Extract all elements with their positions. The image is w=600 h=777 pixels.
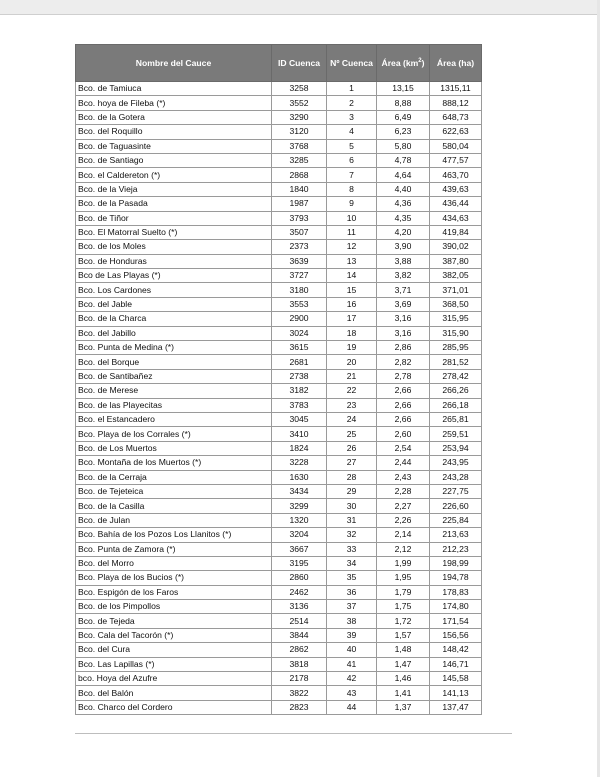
table-row xyxy=(76,412,482,426)
cell-area-ha: 265,81 xyxy=(430,412,482,426)
table-body xyxy=(76,82,482,715)
cell-area-km2: 4,35 xyxy=(377,211,430,225)
cell-area-km2: 5,80 xyxy=(377,139,430,153)
table-row xyxy=(76,355,482,369)
cell-num: 35 xyxy=(327,571,377,585)
cell-name: Bco. de Julan xyxy=(76,513,272,527)
cell-num: 14 xyxy=(327,269,377,283)
cell-id: 1987 xyxy=(272,197,327,211)
cell-num: 21 xyxy=(327,369,377,383)
cell-name: Bco. de las Playecitas xyxy=(76,398,272,412)
cell-num: 43 xyxy=(327,686,377,700)
cell-num: 5 xyxy=(327,139,377,153)
cell-name: Bco. de Merese xyxy=(76,384,272,398)
cell-area-km2: 1,79 xyxy=(377,585,430,599)
cell-num: 17 xyxy=(327,312,377,326)
cell-area-ha: 419,84 xyxy=(430,225,482,239)
cell-num: 10 xyxy=(327,211,377,225)
cell-area-km2: 4,40 xyxy=(377,182,430,196)
cell-num: 30 xyxy=(327,499,377,513)
cell-num: 2 xyxy=(327,96,377,110)
table-row xyxy=(76,225,482,239)
cell-area-km2: 2,27 xyxy=(377,499,430,513)
table-row xyxy=(76,456,482,470)
table-row xyxy=(76,542,482,556)
cell-area-km2: 1,72 xyxy=(377,614,430,628)
cell-area-km2: 4,64 xyxy=(377,168,430,182)
cell-area-ha: 368,50 xyxy=(430,297,482,311)
table-row xyxy=(76,628,482,642)
cell-id: 2373 xyxy=(272,240,327,254)
cell-name: Bco. de Honduras xyxy=(76,254,272,268)
cell-id: 2860 xyxy=(272,571,327,585)
cell-name: Bco. de la Casilla xyxy=(76,499,272,513)
cell-name: Bco. Playa de los Bucios (*) xyxy=(76,571,272,585)
cell-name: Bco. del Morro xyxy=(76,556,272,570)
cell-area-km2: 2,26 xyxy=(377,513,430,527)
cell-num: 34 xyxy=(327,556,377,570)
cell-area-km2: 1,48 xyxy=(377,643,430,657)
cell-area-ha: 141,13 xyxy=(430,686,482,700)
cell-id: 3434 xyxy=(272,484,327,498)
cell-area-ha: 285,95 xyxy=(430,341,482,355)
cell-area-km2: 3,82 xyxy=(377,269,430,283)
cell-area-ha: 888,12 xyxy=(430,96,482,110)
cell-area-ha: 227,75 xyxy=(430,484,482,498)
header-name: Nombre del Cauce xyxy=(76,45,272,82)
cell-num: 11 xyxy=(327,225,377,239)
cell-num: 39 xyxy=(327,628,377,642)
cell-id: 3639 xyxy=(272,254,327,268)
cell-name: Bco. Los Cardones xyxy=(76,283,272,297)
table-row xyxy=(76,499,482,513)
cell-area-km2: 13,15 xyxy=(377,82,430,96)
cell-area-km2: 1,46 xyxy=(377,672,430,686)
cell-area-km2: 1,75 xyxy=(377,600,430,614)
cell-num: 18 xyxy=(327,326,377,340)
cell-num: 40 xyxy=(327,643,377,657)
cell-area-km2: 2,14 xyxy=(377,528,430,542)
header-num: Nº Cuenca xyxy=(327,45,377,82)
cell-area-km2: 2,86 xyxy=(377,341,430,355)
cell-area-km2: 3,71 xyxy=(377,283,430,297)
cell-area-ha: 436,44 xyxy=(430,197,482,211)
cell-name: Bco. de Tejeteica xyxy=(76,484,272,498)
cell-area-ha: 390,02 xyxy=(430,240,482,254)
cell-id: 3182 xyxy=(272,384,327,398)
cell-area-km2: 4,20 xyxy=(377,225,430,239)
cell-area-ha: 243,28 xyxy=(430,470,482,484)
cell-id: 3285 xyxy=(272,153,327,167)
page-top-band xyxy=(0,0,600,14)
cell-area-ha: 266,18 xyxy=(430,398,482,412)
cell-area-ha: 259,51 xyxy=(430,427,482,441)
table-row xyxy=(76,600,482,614)
cell-num: 12 xyxy=(327,240,377,254)
cell-num: 23 xyxy=(327,398,377,412)
header-area-km2 xyxy=(377,45,430,82)
cell-area-ha: 315,90 xyxy=(430,326,482,340)
cell-id: 3615 xyxy=(272,341,327,355)
cell-area-ha: 253,94 xyxy=(430,441,482,455)
table-row xyxy=(76,672,482,686)
cell-num: 25 xyxy=(327,427,377,441)
cell-num: 42 xyxy=(327,672,377,686)
cell-area-km2: 6,49 xyxy=(377,110,430,124)
table-row xyxy=(76,686,482,700)
cell-num: 1 xyxy=(327,82,377,96)
cell-num: 20 xyxy=(327,355,377,369)
cell-num: 38 xyxy=(327,614,377,628)
table-row xyxy=(76,470,482,484)
cell-area-ha: 194,78 xyxy=(430,571,482,585)
cell-area-km2: 3,88 xyxy=(377,254,430,268)
cell-area-km2: 1,99 xyxy=(377,556,430,570)
cell-id: 2738 xyxy=(272,369,327,383)
table-row xyxy=(76,82,482,96)
header-area-ha: Área (ha) xyxy=(430,45,482,82)
cell-area-km2: 2,44 xyxy=(377,456,430,470)
cell-name: Bco. Las Lapillas (*) xyxy=(76,657,272,671)
cell-num: 19 xyxy=(327,341,377,355)
cell-name: Bco. de la Cerraja xyxy=(76,470,272,484)
cell-area-km2: 3,16 xyxy=(377,312,430,326)
cell-area-km2: 1,47 xyxy=(377,657,430,671)
table-row xyxy=(76,283,482,297)
header-area-km2-sup: 2 xyxy=(418,58,422,65)
cell-area-ha: 463,70 xyxy=(430,168,482,182)
table-row xyxy=(76,153,482,167)
cell-id: 3783 xyxy=(272,398,327,412)
cell-id: 3768 xyxy=(272,139,327,153)
cell-area-km2: 2,54 xyxy=(377,441,430,455)
cell-id: 3727 xyxy=(272,269,327,283)
cell-name: Bco. del Balón xyxy=(76,686,272,700)
cell-name: Bco. de Santibañez xyxy=(76,369,272,383)
cell-num: 36 xyxy=(327,585,377,599)
cell-id: 3793 xyxy=(272,211,327,225)
cell-area-ha: 371,01 xyxy=(430,283,482,297)
cell-num: 24 xyxy=(327,412,377,426)
table-row xyxy=(76,211,482,225)
cell-id: 3204 xyxy=(272,528,327,542)
cell-id: 3667 xyxy=(272,542,327,556)
cell-name: Bco. del Roquillo xyxy=(76,125,272,139)
cell-name: Bco de Las Playas (*) xyxy=(76,269,272,283)
cell-name: Bco. de los Pimpollos xyxy=(76,600,272,614)
cell-id: 3818 xyxy=(272,657,327,671)
cell-area-ha: 278,42 xyxy=(430,369,482,383)
cell-id: 3228 xyxy=(272,456,327,470)
cell-area-ha: 174,80 xyxy=(430,600,482,614)
cell-id: 2514 xyxy=(272,614,327,628)
cell-area-km2: 1,37 xyxy=(377,700,430,714)
cell-name: Bco. de Tejeda xyxy=(76,614,272,628)
cell-area-ha: 477,57 xyxy=(430,153,482,167)
cell-area-ha: 243,95 xyxy=(430,456,482,470)
cell-id: 2462 xyxy=(272,585,327,599)
cell-area-km2: 2,43 xyxy=(377,470,430,484)
cell-id: 3299 xyxy=(272,499,327,513)
cell-id: 3507 xyxy=(272,225,327,239)
page-bottom-divider xyxy=(75,733,512,734)
cell-num: 33 xyxy=(327,542,377,556)
cell-area-km2: 3,16 xyxy=(377,326,430,340)
table-row xyxy=(76,513,482,527)
cell-id: 3045 xyxy=(272,412,327,426)
table-row xyxy=(76,326,482,340)
cell-area-km2: 3,90 xyxy=(377,240,430,254)
page-top-divider xyxy=(0,14,600,15)
table-row xyxy=(76,614,482,628)
cell-area-km2: 6,23 xyxy=(377,125,430,139)
cell-name: Bco. de la Pasada xyxy=(76,197,272,211)
cell-name: bco. Hoya del Azufre xyxy=(76,672,272,686)
table-header-row xyxy=(76,45,482,82)
cell-name: Bco. hoya de Fileba (*) xyxy=(76,96,272,110)
table-row xyxy=(76,643,482,657)
cell-area-km2: 2,66 xyxy=(377,412,430,426)
cell-area-ha: 171,54 xyxy=(430,614,482,628)
table-row xyxy=(76,254,482,268)
cell-num: 8 xyxy=(327,182,377,196)
cell-name: Bco. de la Gotera xyxy=(76,110,272,124)
cell-num: 37 xyxy=(327,600,377,614)
cell-name: Bco. Playa de los Corrales (*) xyxy=(76,427,272,441)
cell-id: 3195 xyxy=(272,556,327,570)
table-row xyxy=(76,96,482,110)
cell-name: Bco. de Taguasinte xyxy=(76,139,272,153)
cell-area-ha: 212,23 xyxy=(430,542,482,556)
table-row xyxy=(76,398,482,412)
cell-id: 3180 xyxy=(272,283,327,297)
cell-area-ha: 315,95 xyxy=(430,312,482,326)
cell-area-ha: 382,05 xyxy=(430,269,482,283)
cell-area-ha: 266,26 xyxy=(430,384,482,398)
cell-name: Bco. Bahía de los Pozos Los Llanitos (*) xyxy=(76,528,272,542)
cell-num: 26 xyxy=(327,441,377,455)
cell-name: Bco. de Tamiuca xyxy=(76,82,272,96)
cell-num: 16 xyxy=(327,297,377,311)
table-row xyxy=(76,528,482,542)
cell-area-km2: 1,41 xyxy=(377,686,430,700)
cell-area-km2: 2,66 xyxy=(377,398,430,412)
cell-area-ha: 387,80 xyxy=(430,254,482,268)
cell-name: Bco. Espigón de los Faros xyxy=(76,585,272,599)
cell-name: Bco. del Cura xyxy=(76,643,272,657)
table-row xyxy=(76,585,482,599)
cell-num: 44 xyxy=(327,700,377,714)
cell-id: 1840 xyxy=(272,182,327,196)
cell-name: Bco. de la Charca xyxy=(76,312,272,326)
cell-area-km2: 2,12 xyxy=(377,542,430,556)
cell-name: Bco. de los Moles xyxy=(76,240,272,254)
cell-num: 15 xyxy=(327,283,377,297)
cell-name: Bco. Cala del Tacorón (*) xyxy=(76,628,272,642)
table-row xyxy=(76,312,482,326)
header-id: ID Cuenca xyxy=(272,45,327,82)
cell-id: 2900 xyxy=(272,312,327,326)
cell-num: 31 xyxy=(327,513,377,527)
cell-num: 6 xyxy=(327,153,377,167)
cell-name: Bco. de Los Muertos xyxy=(76,441,272,455)
cell-name: Bco. El Matorral Suelto (*) xyxy=(76,225,272,239)
cell-id: 2823 xyxy=(272,700,327,714)
table-row xyxy=(76,427,482,441)
table-row xyxy=(76,297,482,311)
cell-name: Bco. de Santiago xyxy=(76,153,272,167)
cell-area-km2: 2,60 xyxy=(377,427,430,441)
cell-num: 28 xyxy=(327,470,377,484)
cell-area-ha: 439,63 xyxy=(430,182,482,196)
cell-area-km2: 1,95 xyxy=(377,571,430,585)
cell-id: 3822 xyxy=(272,686,327,700)
cell-area-ha: 148,42 xyxy=(430,643,482,657)
cell-name: Bco. el Estancadero xyxy=(76,412,272,426)
cell-area-ha: 281,52 xyxy=(430,355,482,369)
table-row xyxy=(76,269,482,283)
cell-num: 7 xyxy=(327,168,377,182)
cell-num: 22 xyxy=(327,384,377,398)
cell-area-ha: 434,63 xyxy=(430,211,482,225)
basin-table xyxy=(75,44,482,715)
cell-area-ha: 156,56 xyxy=(430,628,482,642)
cell-num: 9 xyxy=(327,197,377,211)
cell-area-km2: 2,28 xyxy=(377,484,430,498)
cell-name: Bco. de Tiñor xyxy=(76,211,272,225)
cell-id: 3552 xyxy=(272,96,327,110)
cell-name: Bco. Charco del Cordero xyxy=(76,700,272,714)
table-row xyxy=(76,657,482,671)
cell-id: 3024 xyxy=(272,326,327,340)
table-row xyxy=(76,168,482,182)
table-row xyxy=(76,110,482,124)
cell-num: 32 xyxy=(327,528,377,542)
cell-num: 27 xyxy=(327,456,377,470)
cell-name: Bco. Punta de Medina (*) xyxy=(76,341,272,355)
cell-area-km2: 4,36 xyxy=(377,197,430,211)
cell-name: Bco. del Jabillo xyxy=(76,326,272,340)
cell-area-km2: 3,69 xyxy=(377,297,430,311)
cell-id: 3120 xyxy=(272,125,327,139)
table-row xyxy=(76,484,482,498)
cell-name: Bco. de la Vieja xyxy=(76,182,272,196)
table-row xyxy=(76,700,482,714)
header-area-km2-suffix: ) xyxy=(421,58,425,68)
table-row xyxy=(76,139,482,153)
cell-area-ha: 178,83 xyxy=(430,585,482,599)
cell-name: Bco. Montaña de los Muertos (*) xyxy=(76,456,272,470)
cell-num: 3 xyxy=(327,110,377,124)
cell-area-ha: 225,84 xyxy=(430,513,482,527)
cell-num: 13 xyxy=(327,254,377,268)
table-row xyxy=(76,556,482,570)
cell-id: 2868 xyxy=(272,168,327,182)
cell-area-ha: 622,63 xyxy=(430,125,482,139)
cell-id: 3844 xyxy=(272,628,327,642)
header-area-km2-prefix: Área (km xyxy=(381,58,419,68)
table-row xyxy=(76,125,482,139)
table-row xyxy=(76,341,482,355)
cell-name: Bco. del Borque xyxy=(76,355,272,369)
cell-id: 1824 xyxy=(272,441,327,455)
cell-name: Bco. del Jable xyxy=(76,297,272,311)
cell-area-km2: 8,88 xyxy=(377,96,430,110)
cell-area-km2: 2,78 xyxy=(377,369,430,383)
cell-id: 3258 xyxy=(272,82,327,96)
table-row xyxy=(76,384,482,398)
table-row xyxy=(76,240,482,254)
cell-id: 3290 xyxy=(272,110,327,124)
cell-id: 2681 xyxy=(272,355,327,369)
cell-num: 29 xyxy=(327,484,377,498)
cell-area-ha: 198,99 xyxy=(430,556,482,570)
cell-id: 3410 xyxy=(272,427,327,441)
cell-num: 41 xyxy=(327,657,377,671)
table-row xyxy=(76,369,482,383)
cell-area-ha: 145,58 xyxy=(430,672,482,686)
cell-area-ha: 213,63 xyxy=(430,528,482,542)
table-row xyxy=(76,571,482,585)
cell-area-km2: 4,78 xyxy=(377,153,430,167)
cell-num: 4 xyxy=(327,125,377,139)
table-row xyxy=(76,441,482,455)
table-row xyxy=(76,197,482,211)
cell-id: 2178 xyxy=(272,672,327,686)
cell-area-ha: 146,71 xyxy=(430,657,482,671)
table-row xyxy=(76,182,482,196)
cell-id: 2862 xyxy=(272,643,327,657)
cell-area-ha: 1315,11 xyxy=(430,82,482,96)
cell-id: 1630 xyxy=(272,470,327,484)
cell-area-ha: 226,60 xyxy=(430,499,482,513)
cell-area-km2: 2,82 xyxy=(377,355,430,369)
cell-area-ha: 137,47 xyxy=(430,700,482,714)
cell-area-ha: 580,04 xyxy=(430,139,482,153)
cell-id: 3136 xyxy=(272,600,327,614)
cell-id: 1320 xyxy=(272,513,327,527)
cell-id: 3553 xyxy=(272,297,327,311)
cell-name: Bco. el Caldereton (*) xyxy=(76,168,272,182)
cell-name: Bco. Punta de Zamora (*) xyxy=(76,542,272,556)
cell-area-km2: 2,66 xyxy=(377,384,430,398)
cell-area-ha: 648,73 xyxy=(430,110,482,124)
cell-area-km2: 1,57 xyxy=(377,628,430,642)
